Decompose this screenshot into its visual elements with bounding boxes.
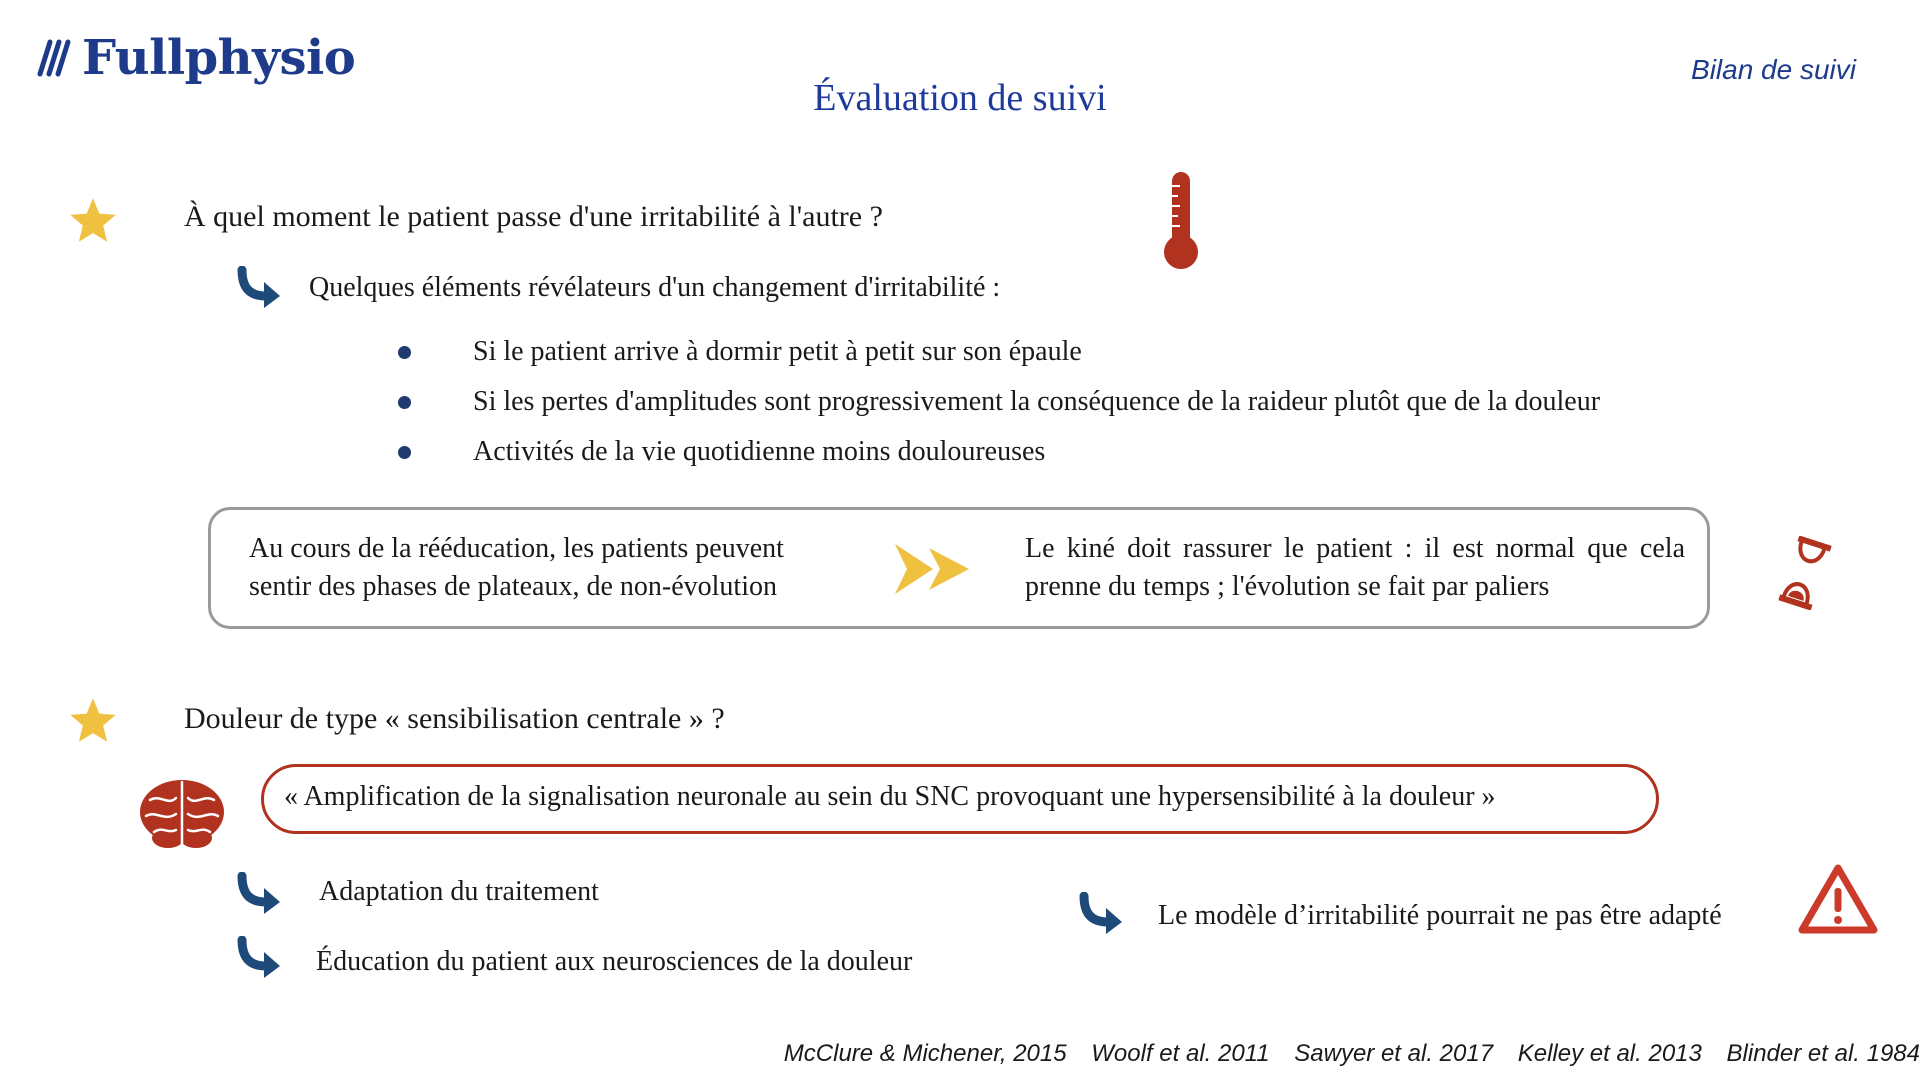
brain-icon <box>138 776 226 850</box>
star-icon <box>66 195 120 247</box>
reference: Woolf et al. 2011 <box>1091 1040 1270 1067</box>
reference: Kelley et al. 2013 <box>1517 1040 1702 1067</box>
curved-arrow-icon <box>236 266 284 310</box>
action-adapt-treatment: Adaptation du traitement <box>319 876 599 907</box>
reference: McClure & Michener, 2015 <box>783 1040 1067 1067</box>
reference: Blinder et al. 1984 <box>1726 1040 1920 1067</box>
reference: Sawyer et al. 2017 <box>1294 1040 1494 1067</box>
list-item-text: Activités de la vie quotidienne moins douloureuses <box>473 436 1046 467</box>
star-icon <box>66 695 120 747</box>
bullet-icon <box>398 396 411 409</box>
warning-text: Le modèle d’irritabilité pourrait ne pas être adapté <box>1158 900 1722 931</box>
question-irritability: À quel moment le patient passe d'une irritabilité à l'autre ? <box>184 200 883 233</box>
plateau-text: Au cours de la rééducation, les patients peuvent sentir des phases de plateaux, de non-évolution <box>249 533 784 602</box>
hourglass-icon <box>1776 536 1834 610</box>
subheading-indicators: Quelques éléments révélateurs d'un changement d'irritabilité : <box>309 272 1001 303</box>
thermometer-icon <box>1158 168 1204 272</box>
reassure-text: Le kiné doit rassurer le patient : il est normal que cela prenne du temps ; l'évolution se fait par paliers <box>1025 533 1685 602</box>
bullet-icon <box>398 346 411 359</box>
definition-text: « Amplification de la signalisation neuronale au sein du SNC provoquant une hypersensibilité à la douleur » <box>284 781 1496 812</box>
question-central-sensitization: Douleur de type « sensibilisation centrale » ? <box>184 702 725 735</box>
warning-icon <box>1796 862 1880 938</box>
references <box>766 1040 1920 1068</box>
curved-arrow-icon <box>1078 892 1126 936</box>
list-item <box>398 436 1045 468</box>
logo-slashes-icon <box>36 38 72 78</box>
list-item-text: Si les pertes d'amplitudes sont progressivement la conséquence de la raideur plutôt que de la douleur <box>473 386 1601 417</box>
curved-arrow-icon <box>236 872 284 916</box>
definition-box <box>261 764 1659 834</box>
list-item <box>398 336 1082 368</box>
list-item-text: Si le patient arrive à dormir petit à petit sur son épaule <box>473 336 1082 367</box>
bullet-icon <box>398 446 411 459</box>
action-patient-education: Éducation du patient aux neurosciences de la douleur <box>316 946 913 977</box>
list-item <box>398 386 1600 418</box>
page-title: Évaluation de suivi <box>813 77 1107 119</box>
curved-arrow-icon <box>236 936 284 980</box>
plateau-info-box <box>208 507 1710 629</box>
double-chevron-icon <box>893 542 971 596</box>
section-tag: Bilan de suivi <box>1691 54 1856 85</box>
logo-text: Fullphysio <box>82 30 356 86</box>
